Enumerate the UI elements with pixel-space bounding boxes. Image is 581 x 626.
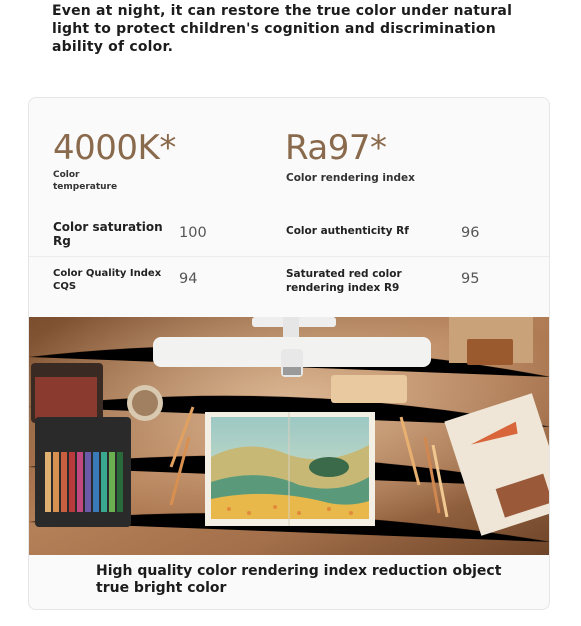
caption-text: High quality color rendering index reduction object true bright color	[96, 563, 502, 596]
cqs-value: 94	[179, 271, 198, 287]
saturation-label: Color saturation Rg	[53, 220, 163, 248]
authenticity-value: 96	[461, 225, 480, 241]
intro-text: Even at night, it can restore the true color under natural light to protect children's cognition and discrimination ability of color.	[52, 3, 513, 55]
cri-label: Color rendering index	[286, 172, 415, 184]
color-temperature-label: Color temperature	[53, 170, 118, 192]
divider	[29, 256, 550, 257]
color-temperature-value: 4000K*	[53, 128, 176, 168]
r9-label: Saturated red color rendering index R9	[286, 268, 402, 294]
authenticity-label: Color authenticity Rf	[286, 225, 409, 237]
desk-photo	[29, 317, 550, 555]
spec-card	[28, 97, 550, 610]
cri-value: Ra97*	[285, 128, 387, 168]
saturation-value: 100	[179, 225, 207, 241]
cqs-label: Color Quality Index CQS	[53, 268, 162, 292]
r9-value: 95	[461, 271, 480, 287]
